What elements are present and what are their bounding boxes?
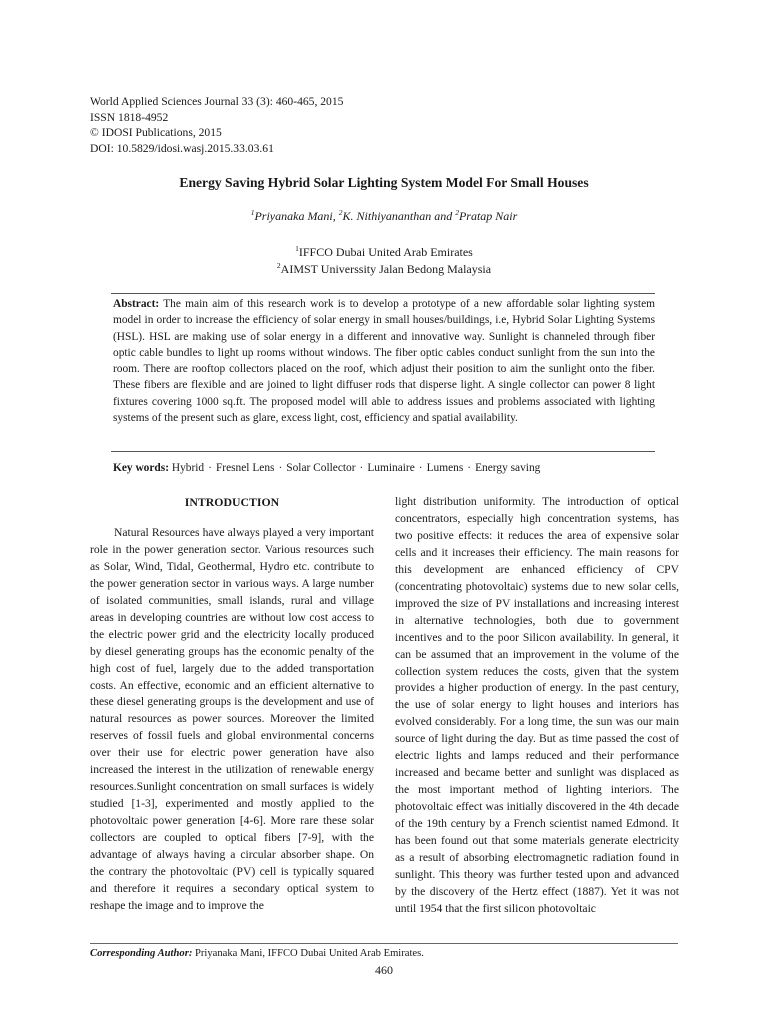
abstract-text: The main aim of this research work is to develop a prototype of a new affordable solar lighting system model in order to increase the efficiency of solar energy in small houses/buildings, i.e, Hybrid Solar Lighting Systems (HSL). HSL are making use of solar energy in a different and innovative way. Sunlight is channeled through fiber optic cable bundles to light up rooms without windows. The fiber optic cables conduct sunlight from the sun into the room. There are rooftop collectors placed on the roof, which adjust their position to aim the sunlight onto the fiber. These fibers are flexible and are joined to light diffuser rods that disperse light. A single collector can power 8 light fixtures covering 1000 sq.ft. The proposed model will able to address issues and problems associated with lighting systems of the present such as glare, excess light, cost, efficiency and spatial availability.: [113, 298, 655, 425]
keywords: Key words: Hybrid · Fresnel Lens · Solar Collector · Luminaire · Lumens · Energy saving: [113, 462, 541, 474]
section-heading: INTRODUCTION: [184, 495, 280, 509]
abstract-bottom-rule: [111, 451, 655, 452]
corresponding-author-text: Priyanaka Mani, IFFCO Dubai United Arab Emirates.: [192, 948, 424, 959]
corresponding-author-note: [90, 948, 424, 959]
footer-rule: [90, 943, 678, 944]
paper-title: Energy Saving Hybrid Solar Lighting System Model For Small Houses: [179, 175, 589, 190]
affiliation-1-marker: 1: [295, 244, 299, 253]
keyword: Energy saving: [475, 462, 541, 474]
author-1: Priyanaka Mani,: [254, 209, 339, 223]
abstract: [113, 296, 655, 426]
abstract-label: Abstract:: [113, 298, 160, 310]
keyword: Lumens: [426, 462, 464, 474]
body-column-left: [90, 494, 374, 915]
journal-reference: World Applied Sciences Journal 33 (3): 460-465, 2015: [90, 95, 344, 108]
keywords-label: Key words:: [113, 462, 169, 474]
affiliation-list: [0, 244, 768, 278]
body-column-right: [395, 494, 679, 918]
page-number: 460: [375, 963, 393, 977]
body-paragraph: light distribution uniformity. The introduction of optical concentrators, especially high concentration systems, has two positive effects: it reduces the area of expensive solar cells and it increases their efficiency. The main reasons for this development are enhanced efficiency of CPV (concentrating photovoltaic) systems due to new solar cells, improved the size of PV installations and increasing interest in alternative technologies, both due to government incentives and to the poor Silicon availability. In general, it can be assumed that an improvement in the volume of the collection system reduces the costs, given that the system provides a higher production of energy. In the past century, the use of solar energy to light houses and interiors has evolved considerably. For a long time, the sun was our main source of light during the day. But as time passed the cost of electric lights and lamps reduced and their performance increased and became better and sunlight was displaced as the most important method of lighting interiors. The photovoltaic effect was initially discovered in the 4th decade of the 19th century by a French scientist named Edmond. It has been found out that some materials generate electricity as a result of absorbing electromagnetic radiation found in sunlight. This theory was further tested upon and advanced by the discovery of the Hertz effect (1887). Yet it was not until 1954 that the first silicon photovoltaic: [395, 495, 679, 915]
publisher-copyright: © IDOSI Publications, 2015: [90, 126, 222, 140]
keyword: Hybrid: [171, 462, 205, 474]
author-2: K. Nithiyananthan and: [342, 209, 456, 223]
abstract-top-rule: [111, 293, 655, 294]
keyword: Luminaire: [367, 462, 415, 474]
body-paragraph: Natural Resources have always played a very important role in the power generation sector. Various resources such as Solar, Wind, Tidal, Geothermal, Hydro etc. contribute to the power generation sector in various ways. A large number of isolated communities, small islands, rural and village areas in developing countries are without low cost access to the electric power grid and the electricity locally produced by diesel generating groups has the economic penalty of the high cost of fuel, largely due to the added transportation costs. An effective, economic and an efficient alternative to these diesel generating groups is the development and use of natural resources as power sources. Moreover the limited reserves of fossil fuels and global environmental concerns over their use for electric power generation have also increased the interest in the utilization of renewable energy resources.Sunlight concentration on small surfaces is widely studied [1-3], experimented and mostly applied to the photovoltaic power generation [4-6]. More rare these solar collectors are coupled to optical fibers [7-9], with the advantage of always having a circular absorber shape. On the contrary the photovoltaic (PV) cell is typically squared and therefore it requires a secondary optical system to reshape the image and to improve the: [90, 525, 374, 912]
author-2-affiliation-marker: 2: [338, 208, 343, 217]
affiliation-2-marker: 2: [276, 261, 281, 270]
affiliation-1: IFFCO Dubai United Arab Emirates: [298, 245, 473, 259]
keyword: Fresnel Lens: [215, 462, 275, 474]
author-list: [0, 209, 768, 224]
author-1-affiliation-marker: 1: [250, 208, 255, 217]
doi: DOI: 10.5829/idosi.wasj.2015.33.03.61: [90, 141, 274, 155]
keyword: Solar Collector: [286, 462, 356, 474]
author-3: Pratap Nair: [458, 209, 518, 223]
issn: ISSN 1818-4952: [90, 110, 169, 124]
citation-block: [90, 94, 343, 156]
author-3-affiliation-marker: 2: [455, 208, 459, 217]
affiliation-2: AIMST Universsity Jalan Bedong Malaysia: [280, 262, 492, 276]
corresponding-author-label: Corresponding Author:: [90, 948, 193, 959]
